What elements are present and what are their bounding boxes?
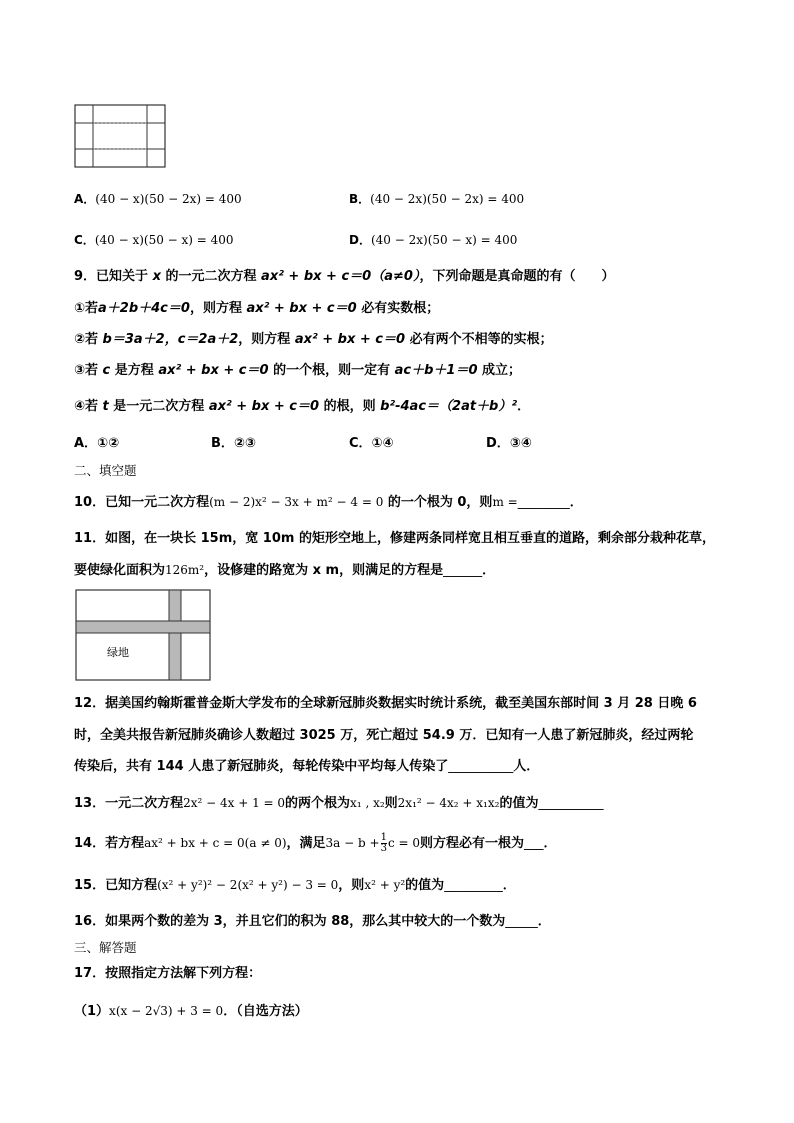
q14: 14．若方程ax² + bx + c = 0(a ≠ 0)，满足3a − b + $\frac{1}{3}$ c = 0则方程必有一根为___． [74, 832, 557, 854]
q17-part-1: （1）x(x − 2√3) + 3 = 0．（自选方法） [74, 1004, 308, 1019]
q9-option-b: B．②③ [211, 436, 256, 451]
q8-option-d: D．(40 − 2x)(50 − x) = 400 [349, 233, 518, 247]
q8-figure [74, 104, 168, 170]
q11-line-2: 要使绿化面积为126m²，设修建的路宽为 x m，则满足的方程是______． [74, 563, 496, 578]
q8-option-a: A．(40 − x)(50 − 2x) = 400 [74, 192, 242, 206]
q16: 16．如果两个数的差为 3，并且它们的积为 88，那么其中较大的一个数为_____． [74, 914, 551, 929]
q11-line-1: 11．如图，在一块长 15m，宽 10m 的矩形空地上，修建两条同样宽且相互垂直的道路，剩余部分栽种花草， [74, 531, 715, 546]
q12-line-3: 传染后，共有 144 人患了新冠肺炎，每轮传染中平均每人传染了__________人． [74, 759, 540, 774]
fraction-one-third: $\frac{1}{3}$ [380, 832, 387, 854]
q9-stem: 9．已知关于 x 的一元二次方程 ax² + bx + c＝0（a≠0），下列命题是真命题的有（ ） [74, 269, 615, 284]
q15: 15．已知方程(x² + y²)² − 2(x² + y²) − 3 = 0，则x² + y²的值为_________． [74, 878, 516, 893]
q9-option-c: C．①④ [349, 436, 394, 451]
q8-option-b: B．(40 − 2x)(50 − 2x) = 400 [349, 192, 525, 206]
q8-option-c: C．(40 − x)(50 − x) = 400 [74, 233, 234, 247]
q9-item-3: ③若 c 是方程 ax² + bx + c＝0 的一个根，则一定有 ac＋b＋1＝0 成立； [74, 363, 522, 378]
q11-figure [75, 589, 213, 683]
q17-title: 17．按照指定方法解下列方程： [74, 966, 262, 981]
q9-option-a: A．①② [74, 436, 120, 451]
q10: 10．已知一元二次方程(m − 2)x² − 3x + m² − 4 = 0 的一个根为 0，则m =________． [74, 495, 583, 510]
q9-item-4: ④若 t 是一元二次方程 ax² + bx + c＝0 的根，则 b²-4ac＝（2at＋b）²． [74, 399, 531, 414]
q13: 13．一元二次方程2x² − 4x + 1 = 0的两个根为x₁ , x₂则2x₁² − 4x₂ + x₁x₂的值为__________ [74, 796, 604, 811]
section-answer-questions-title: 三、解答题 [74, 940, 137, 955]
q9-item-2: ②若 b＝3a＋2，c＝2a＋2，则方程 ax² + bx + c＝0 必有两个不相等的实根； [74, 332, 553, 347]
section-fill-in-blank-title: 二、填空题 [74, 463, 137, 478]
q11-figure-label-green-land: 绿地 [107, 646, 129, 659]
q9-item-1: ①若a＋2b＋4c＝0，则方程 ax² + bx + c＝0 必有实数根； [74, 301, 440, 316]
q12-line-2: 时，全美共报告新冠肺炎确诊人数超过 3025 万，死亡超过 54.9 万．已知有一人患了新冠肺炎，经过两轮 [74, 728, 694, 743]
q9-option-d: D．③④ [486, 436, 532, 451]
q12-line-1: 12．据美国约翰斯霍普金斯大学发布的全球新冠肺炎数据实时统计系统，截至美国东部时间 3 月 28 日晚 6 [74, 696, 697, 711]
